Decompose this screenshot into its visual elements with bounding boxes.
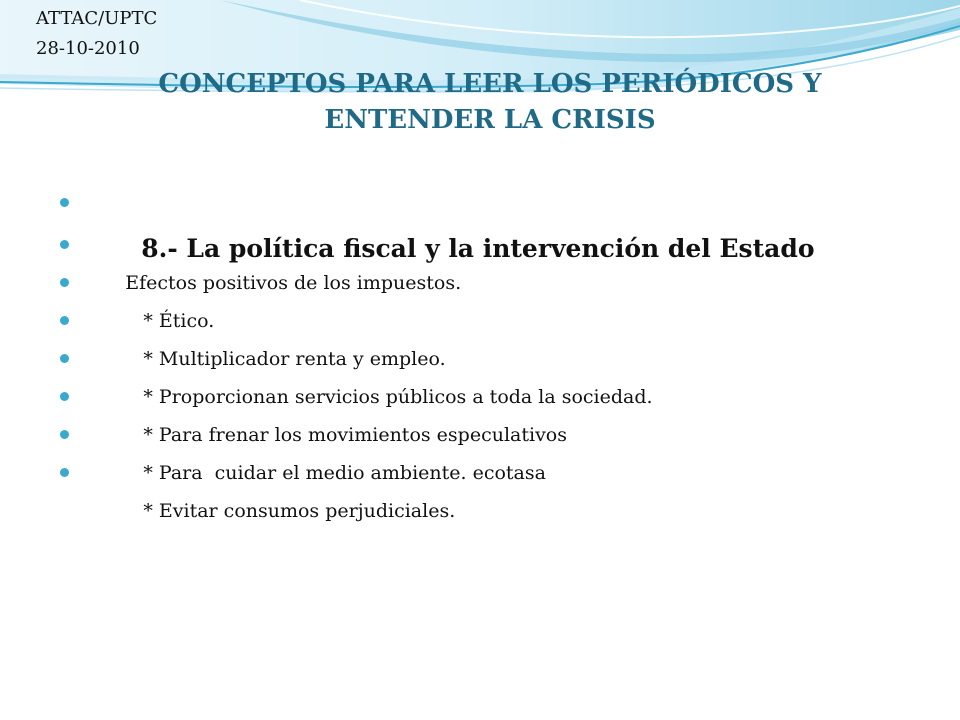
bullet-item <box>58 454 928 522</box>
bullet-list <box>58 180 928 522</box>
bullet-item-text: * Para frenar los movimientos especulativos <box>125 424 567 446</box>
bullet-item <box>58 302 928 370</box>
bullet-item <box>58 264 928 332</box>
bullet-item-text: * Ético. <box>125 310 215 332</box>
bullet-dot-icon <box>60 240 69 249</box>
org-name: ATTAC/UPTC <box>36 8 158 29</box>
title-line-2: ENTENDER LA CRISIS <box>324 105 656 135</box>
slide-title <box>60 66 920 138</box>
bullet-heading <box>58 180 928 263</box>
bullet-dot-icon <box>60 468 69 477</box>
bullet-item-text: * Evitar consumos perjudiciales. <box>125 500 456 522</box>
title-line-1: CONCEPTOS PARA LEER LOS PERIÓDICOS Y <box>158 69 822 99</box>
bullet-item <box>58 378 928 446</box>
bullet-item <box>58 416 928 484</box>
presentation-date: 28-10-2010 <box>36 38 140 59</box>
bullet-item-text: * Proporcionan servicios públicos a toda la sociedad. <box>125 386 653 408</box>
header-label <box>36 4 157 64</box>
bullet-dot-icon <box>60 354 69 363</box>
bullet-item-text: * Para cuidar el medio ambiente. ecotasa <box>125 462 546 484</box>
bullet-dot-icon <box>60 278 69 287</box>
bullet-item <box>58 340 928 408</box>
bullet-dot-icon <box>60 392 69 401</box>
bullet-dot-icon <box>60 198 69 207</box>
bullet-item-text: * Multiplicador renta y empleo. <box>125 348 446 370</box>
bullet-dot-icon <box>60 316 69 325</box>
bullet-dot-icon <box>60 430 69 439</box>
bullet-item-text: Efectos positivos de los impuestos. <box>125 272 462 294</box>
bullet-item <box>58 226 928 294</box>
bullet-heading-text: 8.- La política fiscal y la intervención del Estado <box>141 234 815 263</box>
